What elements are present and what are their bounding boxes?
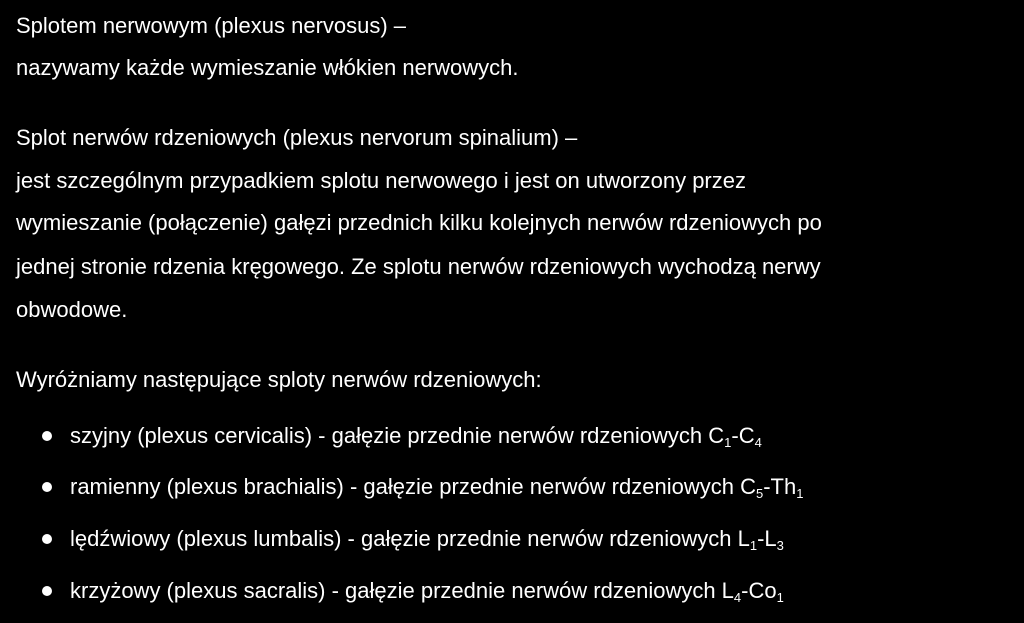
definition-plexus-line-1: Splotem nerwowym (plexus nervosus) – (16, 13, 407, 38)
spinal-plexus-line-3: wymieszanie (połączenie) gałęzi przednich kilku kolejnych nerwów rdzeniowych po (16, 210, 822, 235)
plexus-list-intro: Wyróżniamy następujące sploty nerwów rdzeniowych: (16, 367, 542, 392)
bullet-icon (42, 431, 52, 441)
list-item-text: szyjny (plexus cervicalis) - gałęzie przednie nerwów rdzeniowych $C_1-C_4$ (70, 423, 762, 450)
spinal-plexus-line-4: jednej stronie rdzenia kręgowego. Ze splotu nerwów rdzeniowych wychodzą nerwy (16, 254, 821, 279)
bullet-icon (42, 482, 52, 492)
spinal-plexus-line-2: jest szczególnym przypadkiem splotu nerwowego i jest on utworzony przez (16, 168, 746, 193)
spinal-plexus-line-1: Splot nerwów rdzeniowych (plexus nervorum spinalium) – (16, 125, 578, 150)
spinal-plexus-line-5: obwodowe. (16, 297, 128, 322)
bullet-icon (42, 586, 52, 596)
definition-plexus-line-2: nazywamy każde wymieszanie włókien nerwowych. (16, 55, 519, 80)
list-item-text: krzyżowy (plexus sacralis) - gałęzie przednie nerwów rdzeniowych $L_4-Co_1$ (70, 578, 784, 605)
bullet-icon (42, 534, 52, 544)
list-item-text: lędźwiowy (plexus lumbalis) - gałęzie przednie nerwów rdzeniowych $L_1-L_3$ (70, 526, 784, 553)
list-item-text: ramienny (plexus brachialis) - gałęzie przednie nerwów rdzeniowych $C_5-Th_1$ (70, 474, 804, 501)
